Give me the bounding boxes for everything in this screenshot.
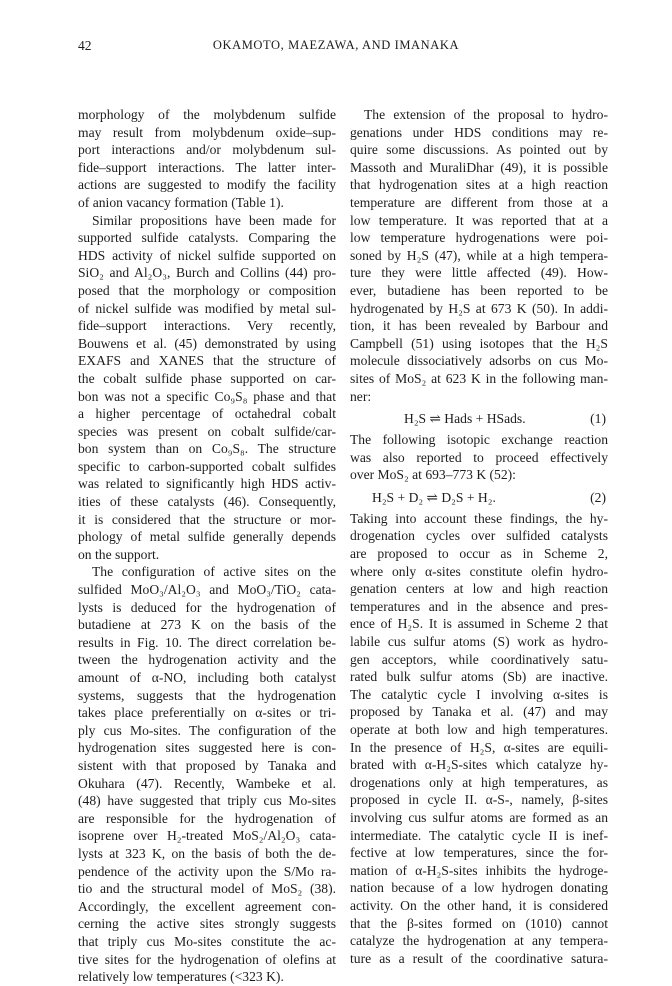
text-line: intermediate. The catalytic cycle II is inef- <box>350 827 608 843</box>
text-line: supported sulfide catalysts. Comparing the <box>78 230 336 246</box>
page-number: 42 <box>78 38 92 53</box>
text-line: low temperature. It was reported that at a <box>350 212 608 228</box>
text-line: that hydrogenation sites at a high reaction <box>350 177 608 193</box>
text-line: that triply cus Mo-sites constitute the ac- <box>78 933 336 949</box>
text-line: involving cus sulfur atoms are formed as an <box>350 809 608 825</box>
text-line: SiO₂ and Al₂O₃, Burch and Collins (44) pro- <box>78 265 336 281</box>
text-line: temperatures and in the absence and pres- <box>350 598 608 614</box>
text-line: tween the hydrogenation activity and the <box>78 652 336 668</box>
text-line: hydrogenation sites suggested here is con- <box>78 740 336 756</box>
text-line: sulfided MoO₃/Al₂O₃ and MoO₃/TiO₂ cata- <box>78 582 336 598</box>
text-line: proposed in cycle II. α-S-, namely, β-sites <box>350 792 608 808</box>
text-line: are responsible for the hydrogenation of <box>78 810 336 826</box>
text-line: posed that the morphology or composition <box>78 282 336 298</box>
text-line: quire some discussions. As pointed out by <box>350 142 608 158</box>
text-line: hydrogenated by H₂S at 673 K (50). In addi- <box>350 300 608 316</box>
text-line: tio and the structural model of MoS₂ (38). <box>78 881 336 897</box>
text-line: the cobalt sulfide phase supported on car- <box>78 370 336 386</box>
text-line: tive sites for the hydrogenation of olefins at <box>78 951 336 967</box>
text-line: genation centers at low and high reaction <box>350 581 608 597</box>
text-line: ence of H₂S. It is assumed in Scheme 2 that <box>350 616 608 632</box>
text-line: fide–support interactions. The latter inter- <box>78 159 336 175</box>
text-line: a higher percentage of octahedral cobalt <box>78 406 336 422</box>
text-line: fective at low temperatures, since the for- <box>350 845 608 861</box>
text-line: it is considered that the structure or mor- <box>78 511 336 527</box>
text-line: may result from molybdenum oxide–sup- <box>78 124 336 140</box>
text-line: operate at both low and high temperatures. <box>350 722 608 737</box>
text-line: specific to carbon-supported cobalt sulfides <box>78 458 336 474</box>
text-line: mation of α-H₂S-sites inhibits the hydroge- <box>350 862 608 878</box>
text-line: ever, butadiene has been reported to be <box>350 282 608 298</box>
text-line: soned by H₂S (47), while at a high tempera- <box>350 247 608 263</box>
text-line: brated with α-H₂S-sites which catalyze hy- <box>350 757 608 773</box>
text-line: sistent with that proposed by Tanaka and <box>78 757 336 773</box>
right-column <box>350 106 608 967</box>
text-line: actions are suggested to modify the facility <box>78 177 336 193</box>
text-line: The configuration of active sites on the <box>92 564 336 580</box>
text-line: proposed by Tanaka et al. (47) and may <box>350 704 608 720</box>
text-line: EXAFS and XANES that the structure of <box>78 353 336 369</box>
text-line: temperature are different from those at a <box>350 194 608 210</box>
text-line: tion, it has been revealed by Barbour and <box>350 318 608 334</box>
text-line: HDS activity of nickel sulfide supported on <box>78 247 336 263</box>
text-line: port interactions and/or molybdenum sul- <box>78 142 336 158</box>
text-line: morphology of the molybdenum sulfide <box>78 107 336 122</box>
text-line: activity. On the other hand, it is considered <box>350 897 608 913</box>
running-head: OKAMOTO, MAEZAWA, AND IMANAKA <box>212 38 460 52</box>
text-line: The following isotopic exchange reaction <box>350 432 608 448</box>
text-line: phology of metal sulfide generally depends <box>78 529 336 545</box>
equation-2 <box>350 484 608 510</box>
text-line: Massoth and MuraliDhar (49), it is possible <box>350 159 608 175</box>
text-line: of anion vacancy formation (Table 1). <box>78 194 284 210</box>
text-line: ities of these catalysts (46). Consequently, <box>78 494 336 510</box>
equation-number: (2) <box>590 489 606 505</box>
text-line: where only α-sites constitute olefin hydro- <box>350 563 608 579</box>
text-line: results in Fig. 10. The direct correlation be- <box>78 634 336 650</box>
text-line: was related to significantly high HDS activ- <box>78 476 336 492</box>
text-line: ture they were little affected (49). How- <box>350 265 608 281</box>
text-line: over MoS₂ at 693–773 K (52): <box>350 467 516 483</box>
text-line: isoprene over H₂-treated MoS₂/Al₂O₃ cata- <box>78 828 336 844</box>
text-line: molecule dissociatively adsorbs on cus Mo- <box>350 353 608 369</box>
text-line: systems, suggests that the hydrogenation <box>78 687 336 703</box>
text-line: genations under HDS conditions may re- <box>350 124 608 140</box>
text-line: relatively low temperatures (<323 K). <box>78 969 284 985</box>
text-line: Okuhara (47). Recently, Wambeke et al. <box>78 775 336 791</box>
text-line: Accordingly, the excellent agreement con- <box>78 898 336 914</box>
text-line: Similar propositions have been made for <box>92 212 336 228</box>
left-column <box>78 106 336 986</box>
text-line: Taking into account these findings, the hy- <box>350 510 608 526</box>
text-line: bon system than on Co₉S₈. The structure <box>78 441 336 457</box>
text-line: ture as a result of the coordinative satura- <box>350 950 608 966</box>
text-line: low temperature hydrogenations were poi- <box>350 230 608 246</box>
text-line: catalyze the hydrogenation at any tempera- <box>350 933 608 949</box>
text-line: Campbell (51) using isotopes that the H₂S <box>350 335 608 351</box>
text-line: nation because of a low hydrogen donating <box>350 880 608 896</box>
text-line: pendence of the activity upon the S/Mo ra- <box>78 863 336 879</box>
text-line: takes place preferentially on α-sites or tri- <box>78 705 336 721</box>
text-line: cerning the active sites strongly suggests <box>78 916 336 932</box>
equation-body: H₂S ⇌ Hads + HSads. <box>404 411 526 427</box>
text-line: bon was not a specific Co₉S₈ phase and that <box>78 388 336 404</box>
text-line: The extension of the proposal to hydro- <box>364 107 608 122</box>
page-header <box>0 38 672 60</box>
text-line: (48) have suggested that triply cus Mo-sites <box>78 793 336 809</box>
equation-body: H₂S + D₂ ⇌ D₂S + H₂. <box>372 489 496 505</box>
text-line: sites of MoS₂ at 623 K in the following man- <box>350 370 608 386</box>
text-line: lysts is deduced for the hydrogenation of <box>78 599 336 615</box>
text-line: that the β-sites formed on (1010) cannot <box>350 915 608 931</box>
text-line: labile cus sulfur atoms (S) work as hydro- <box>350 634 608 650</box>
text-line: lysts at 323 K, on the basis of both the de- <box>78 845 336 861</box>
text-line: ner: <box>350 388 372 404</box>
text-line: The catalytic cycle I involving α-sites is <box>350 686 608 702</box>
text-line: amount of α-NO, including both catalyst <box>78 670 336 685</box>
text-line: ply cus Mo-sites. The configuration of the <box>78 722 336 738</box>
text-line: drogenations only at high temperatures, as <box>350 774 608 790</box>
text-line: butadiene at 273 K on the basis of the <box>78 617 336 633</box>
equation-1 <box>350 405 608 431</box>
text-line: was also reported to proceed effectively <box>350 449 608 465</box>
text-line: In the presence of H₂S, α-sites are equili- <box>350 739 608 755</box>
text-line: are proposed to occur as in Scheme 2, <box>350 546 608 562</box>
text-line: gen acceptors, while coordinatively satu- <box>350 651 608 667</box>
text-line: of nickel sulfide was modified by metal sul- <box>78 300 336 316</box>
text-line: fide–support interactions. Very recently, <box>78 318 336 334</box>
text-line: drogenation cycles over sulfided catalysts <box>350 528 608 544</box>
equation-number: (1) <box>590 411 606 427</box>
text-line: on the support. <box>78 546 160 562</box>
text-line: rated bulk sulfur atoms (Sb) are inactive. <box>350 669 608 685</box>
text-line: species was present on cobalt sulfide/car- <box>78 423 336 439</box>
text-line: Bouwens et al. (45) demonstrated by using <box>78 335 336 351</box>
